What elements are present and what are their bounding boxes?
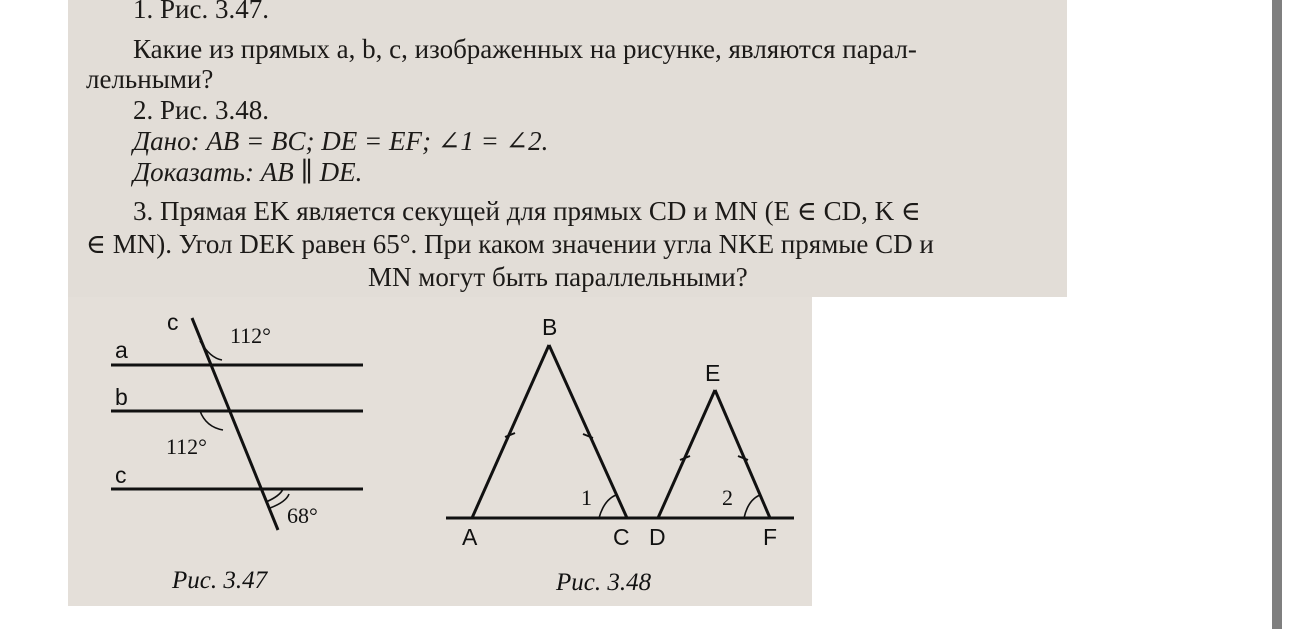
angle-label-top: 112°: [230, 323, 271, 348]
angle-label-1: 1: [581, 485, 592, 510]
caption-3-48: Рис. 3.48: [556, 569, 652, 596]
task-3-text-line1: 3. Прямая EK является секущей для прямых CD и MN (E ∈ CD, K ∈: [133, 196, 921, 226]
angle-arc-bottom: [266, 489, 283, 502]
task-3-text-line2: ∈ MN). Угол DEK равен 65°. При каком значении угла NKE прямые CD и: [86, 229, 934, 259]
label-a: a: [115, 337, 128, 363]
label-D: D: [649, 524, 666, 550]
task-1-text-line1: Какие из прямых a, b, c, изображенных на рисунке, являются парал-: [133, 34, 917, 64]
prove-text: : AB ∥ DE.: [244, 157, 363, 187]
given-label: Дано: [133, 126, 191, 156]
transversal-line: [192, 318, 278, 530]
side-de: [658, 390, 715, 518]
label-B: B: [542, 314, 558, 340]
task-1-text-line2: лельными?: [86, 64, 214, 94]
figure-3-48: [446, 345, 794, 518]
angle-arc-2: [744, 495, 760, 518]
label-F: F: [763, 524, 778, 550]
angle-arc-mid: [200, 411, 223, 430]
figure-3-47: [111, 318, 363, 530]
angle-label-2: 2: [722, 485, 733, 510]
angle-arc-1: [599, 495, 616, 518]
label-c-top: c: [167, 309, 179, 335]
side-ab: [472, 345, 549, 518]
label-c: c: [115, 462, 127, 488]
prove-label: Доказать: [133, 157, 245, 187]
task-2-title: 2. Рис. 3.48.: [133, 95, 269, 125]
caption-3-47: Рис. 3.47: [172, 567, 268, 594]
given-text: : AB = BC; DE = EF; ∠1 = ∠2.: [190, 126, 549, 156]
angle-label-bottom: 68°: [287, 503, 318, 528]
task-3-text-line3: MN могут быть параллельными?: [368, 262, 748, 292]
label-b: b: [115, 384, 128, 410]
angle-label-mid: 112°: [166, 434, 207, 459]
label-E: E: [705, 360, 721, 386]
task-1-title: 1. Рис. 3.47.: [133, 0, 269, 24]
label-A: A: [462, 524, 478, 550]
label-C: C: [613, 524, 630, 550]
